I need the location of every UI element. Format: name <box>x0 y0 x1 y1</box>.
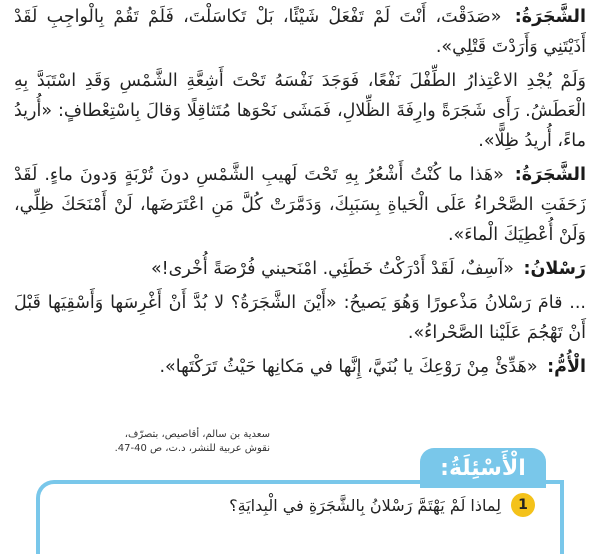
question-text: لِماذا لَمْ يَهْتَمَّ رَسْلانُ بِالشَّجَرَةِ في الْبِدايَةِ؟ <box>229 495 501 515</box>
questions-box <box>36 480 564 554</box>
paragraph-narration-1 <box>14 66 586 156</box>
speaker-label: الْأُمُّ: <box>547 357 586 377</box>
speaker-label: رَسْلانُ: <box>523 259 586 279</box>
dialogue-text: «صَدَقْتَ، أَنْتَ لَمْ تَفْعَلْ شَيْئًا، بَلْ تَكاسَلْتَ، فَلَمْ تَقُمْ بِالْواجِبِ لَقَدْ أَذَيْتَنِي وَأَرَدْتَ قَتْلِي». <box>14 7 586 57</box>
paragraph-ruslan <box>14 254 586 284</box>
dialogue-text: «هَدِّئْ مِنْ رَوْعِكَ يا بُنَيَّ، إِنَّها في مَكانِها حَيْثُ تَرَكْتَها». <box>159 357 538 377</box>
paragraph-tree-2 <box>14 160 586 250</box>
paragraph-mother <box>14 352 586 382</box>
questions-title: الْأَسْئِلَةُ: <box>440 455 526 481</box>
question-item <box>229 493 535 517</box>
dialogue-text: «هَذا ما كُنْتُ أَشْعُرُ بِهِ تَحْتَ لَهيبِ الشَّمْسِ دونَ تُرْبَةٍ وَدونَ ماءٍ. لَقَدْ زَحَفَتِ الصَّحْراءُ عَلَى الْحَياةِ بِسَبَبِكَ، وَدَمَّرَتْ كُلَّ مَنِ اعْتَرَضَها، لَنْ أَمْنَحَكَ ظِلِّي، وَلَنْ أُعْطِيَكَ الْماءَ». <box>14 165 586 245</box>
paragraph-tree-1 <box>14 2 586 62</box>
story-text <box>14 2 586 386</box>
narration-text: ... قامَ رَسْلانُ مَذْعورًا وَهُوَ يَصيحُ: «أَيْنَ الشَّجَرَةُ؟ لا بُدَّ أَنْ أَغْرِسَها وَأَسْقِيَها قَبْلَ أَنْ تَهْجُمَ عَلَيْنا الصَّحْراءُ». <box>14 293 586 343</box>
source-line-2: نقوش عربية للنشر، د.ت، ص 40-47. <box>114 443 270 454</box>
narration-text: وَلَمْ يُجْدِ الاعْتِذارُ الطِّفْلَ نَفْعًا، فَوَجَدَ نَفْسَهُ تَحْتَ أَشِعَّةِ الشَّمْسِ وَقَدِ اسْتَبَدَّ بِهِ الْعَطَشُ. رَأَى شَجَرَةً وارِفَةَ الظِّلالِ، فَمَشَى نَحْوَها مُتَثاقِلًا وَقالَ بِاسْتِعْطافٍ: «أُريدُ ماءً، أُريدُ ظِلًّا». <box>14 71 586 151</box>
question-number-badge: 1 <box>511 493 535 517</box>
questions-header-tab <box>420 448 546 488</box>
source-citation <box>80 428 270 456</box>
source-line-1: سعدية بن سالم، أقاصيص، بتصرّف، <box>124 429 270 440</box>
speaker-label: الشَّجَرَةُ: <box>514 7 586 27</box>
dialogue-text: «آسِفٌ، لَقَدْ أَدْرَكْتُ خَطَئِي. امْنَحيني فُرْصَةً أُخْرى!» <box>150 259 514 279</box>
speaker-label: الشَّجَرَةُ: <box>514 165 586 185</box>
paragraph-narration-2 <box>14 288 586 348</box>
